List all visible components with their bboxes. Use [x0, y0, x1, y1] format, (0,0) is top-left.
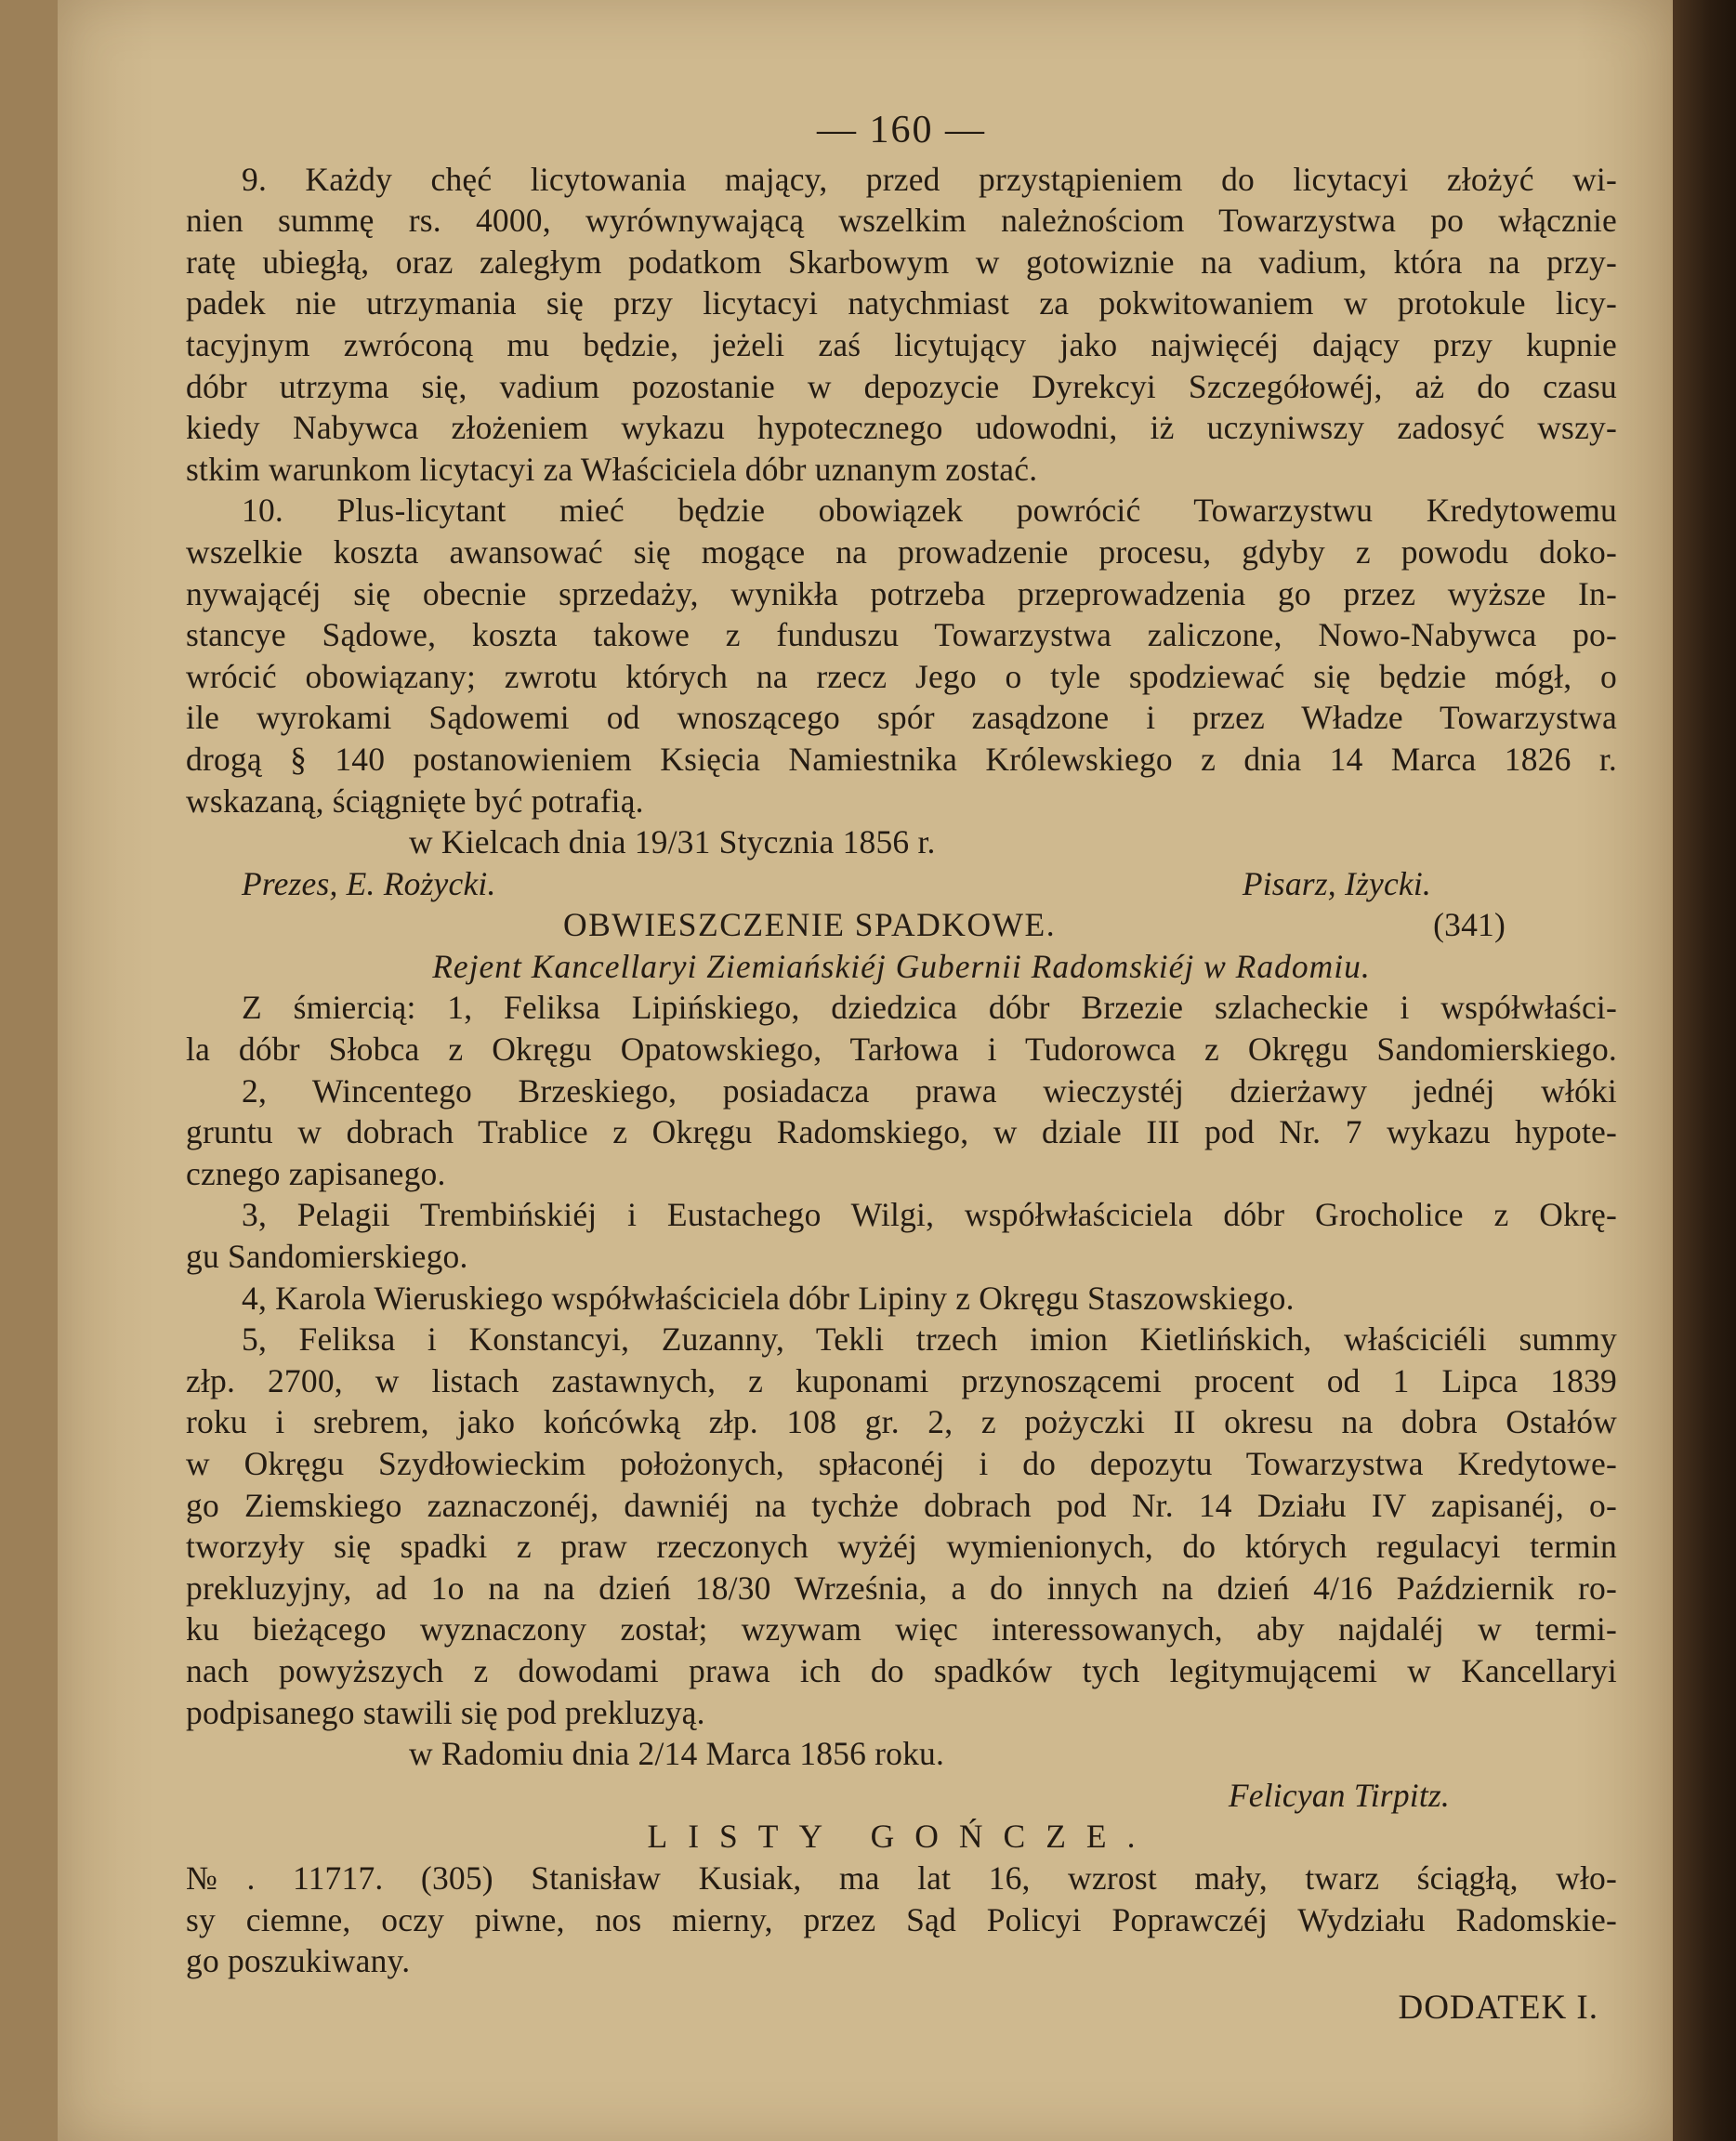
book-spine	[1673, 0, 1736, 2141]
text-line: podpisanego stawili się pod prekluzyą.	[186, 1693, 705, 1731]
inheritance-notice	[186, 904, 1617, 1816]
signature-secretary: Pisarz, Iżycki.	[1242, 864, 1431, 902]
text-line: tworzyły się spadki z praw rzeczonych wyżéj wymienionych, do których regulacyi termin	[186, 1528, 1617, 1566]
text-line: tacyjnym zwróconą mu będzie, jeżeli zaś licytujący jako najwięcéj dający przy kupnie	[186, 325, 1617, 363]
text-line: nien summę rs. 4000, wyrównywającą wszelkim należnościom Towarzystwa po włącznie	[186, 202, 1617, 240]
supplement-label: DODATEK I.	[1398, 1988, 1598, 2027]
page-text	[186, 110, 1617, 2029]
text-line: 9. Każdy chęć licytowania mający, przed przystąpieniem do licytacyi złożyć wi-	[242, 160, 1617, 198]
text-line: 3, Pelagii Trembińskiéj i Eustachego Wilgi, współwłaściciela dóbr Grocholice z Okrę-	[242, 1196, 1617, 1234]
notice-number: (341)	[1433, 906, 1506, 944]
date-line: w Radomiu dnia 2/14 Marca 1856 roku.	[409, 1735, 945, 1773]
text-line: la dóbr Słobca z Okręgu Opatowskiego, Tarłowa i Tudorowca z Okręgu Sandomierskiego.	[186, 1031, 1617, 1069]
text-line: złp. 2700, w listach zastawnych, z kuponami przynoszącemi procent od 1 Lipca 1839	[186, 1361, 1617, 1399]
text-line: ku bieżącego wyznaczony został; wzywam więc interessowanych, aby najdaléj w termi-	[186, 1610, 1617, 1648]
text-line: gu Sandomierskiego.	[186, 1238, 468, 1276]
text-line: w Okręgu Szydłowieckim położonych, spłaconéj i do depozytu Towarzystwa Kredytowe-	[186, 1445, 1617, 1482]
wanted-heading: LISTY GOŃCZE.	[647, 1818, 1156, 1856]
date-line: w Kielcach dnia 19/31 Stycznia 1856 r.	[409, 823, 936, 861]
auction-conditions	[186, 159, 1617, 905]
notice-heading-row	[186, 904, 1617, 946]
text-line: 10. Plus-licytant mieć będzie obowiązek powrócić Towarzystwu Kredytowemu	[242, 492, 1617, 530]
text-line: dóbr utrzyma się, vadium pozostanie w depozycie Dyrekcyi Szczegółowéj, aż do czasu	[186, 367, 1617, 405]
text-line: ile wyrokami Sądowemi od wnoszącego spór zasądzone i przez Władze Towarzystwa	[186, 699, 1617, 737]
text-line: 4, Karola Wieruskiego współwłaściciela dóbr Lipiny z Okręgu Staszowskiego.	[242, 1279, 1295, 1317]
notice-heading: OBWIESZCZENIE SPADKOWE.	[562, 906, 1057, 944]
wanted-notices	[186, 1816, 1617, 1981]
text-line: nach powyższych z dowodami prawa ich do spadków tych legitymującemi w Kancellaryi	[186, 1651, 1617, 1689]
text-line: go Ziemskiego zaznaczonéj, dawniéj na tychże dobrach pod Nr. 14 Działu IV zapisanéj, o-	[186, 1486, 1617, 1524]
text-line: go poszukiwany.	[186, 1942, 411, 1980]
text-line: wskazaną, ściągnięte być potrafią.	[186, 782, 644, 820]
signature-president: Prezes, E. Rożycki.	[242, 864, 496, 902]
text-line: Z śmiercią: 1, Feliksa Lipińskiego, dziedzica dóbr Brzezie szlacheckie i współwłaści-	[242, 989, 1617, 1027]
text-line: drogą § 140 postanowieniem Księcia Namiestnika Królewskiego z dnia 14 Marca 1826 r.	[186, 740, 1617, 778]
text-line: ratę ubiegłą, oraz zaległym podatkom Skarbowym w gotowiznie na vadium, która na przy-	[186, 243, 1617, 281]
text-line: gruntu w dobrach Trablice z Okręgu Radomskiego, w dziale III pod Nr. 7 wykazu hypote-	[186, 1113, 1617, 1151]
text-line: padek nie utrzymania się przy licytacyi natychmiast za pokwitowaniem w protokule licy-	[186, 284, 1617, 322]
text-line: roku i srebrem, jako końcówką złp. 108 gr. 2, z pożyczki II okresu na dobra Ostałów	[186, 1403, 1617, 1441]
notice-subheading: Rejent Kancellaryi Ziemiańskiéj Gubernii Radomskiéj w Radomiu.	[432, 947, 1371, 985]
text-line: sy ciemne, oczy piwne, nos mierny, przez Sąd Policyi Poprawczéj Wydziału Radomskie-	[186, 1900, 1617, 1938]
text-line: cznego zapisanego.	[186, 1154, 446, 1192]
text-line: stancye Sądowe, koszta takowe z funduszu Towarzystwa zaliczone, Nowo-Nabywca po-	[186, 616, 1617, 654]
text-line: №. 11717. (305) Stanisław Kusiak, ma lat 16, wzrost mały, twarz ściągłą, wło-	[186, 1859, 1617, 1897]
text-line: 2, Wincentego Brzeskiego, posiadacza prawa wieczystéj dzierżawy jednéj włóki	[242, 1071, 1617, 1110]
text-line: wszelkie koszta awansować się mogące na prowadzenie procesu, gdyby z powodu doko-	[186, 532, 1617, 571]
signature-row	[186, 863, 1617, 905]
text-line: kiedy Nabywca złożeniem wykazu hypotecznego udowodni, iż uczyniwszy zadosyć wszy-	[186, 409, 1617, 447]
page-number: — 160 —	[817, 109, 986, 151]
text-line: wrócić obowiązany; zwrotu których na rzecz Jego o tyle spodziewać się będzie mógł, o	[186, 657, 1617, 695]
signature-notary: Felicyan Tirpitz.	[1228, 1776, 1450, 1814]
text-line: stkim warunkom licytacyi za Właściciela dóbr uznanym zostać.	[186, 450, 1038, 488]
text-line: nywającéj się obecnie sprzedaży, wynikła potrzeba przeprowadzenia go przez wyższe In-	[186, 574, 1617, 612]
text-line: prekluzyjny, ad 1o na na dzień 18/30 Września, a do innych na dzień 4/16 Październik ro-	[186, 1569, 1617, 1607]
text-line: 5, Feliksa i Konstancyi, Zuzanny, Tekli trzech imion Kietlińskich, właściciéli summy	[242, 1320, 1617, 1359]
